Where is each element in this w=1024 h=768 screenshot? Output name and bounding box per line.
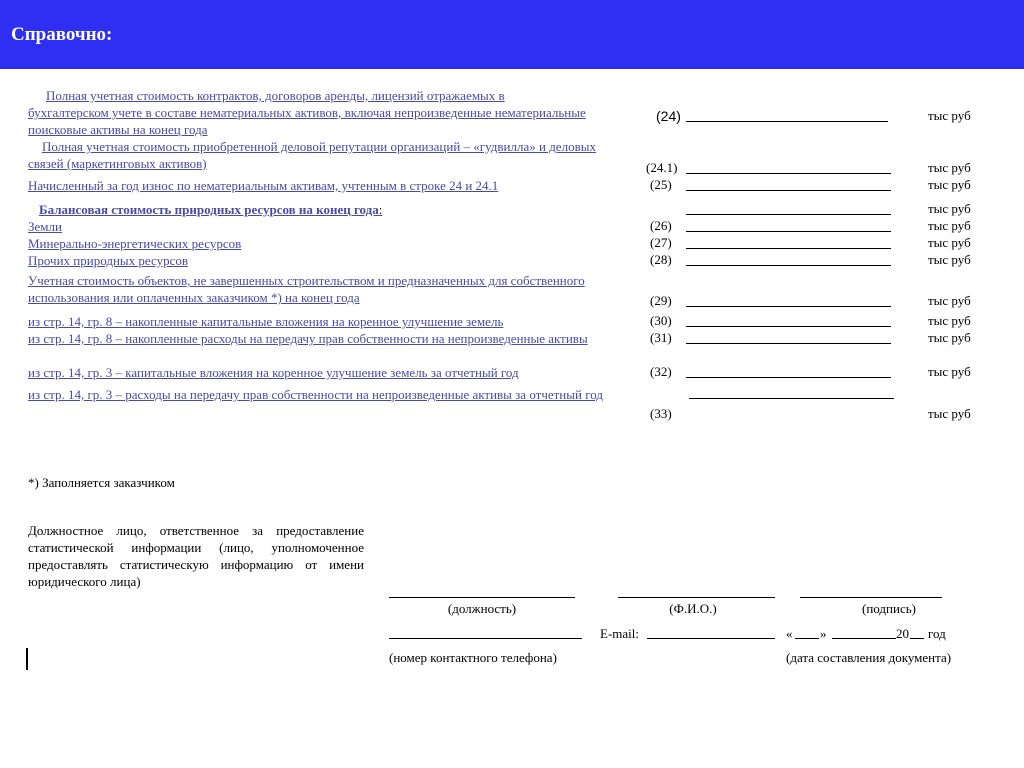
row-33-value-line[interactable] — [689, 398, 894, 399]
row-32-unit: тыс руб — [928, 364, 971, 379]
text-cursor — [26, 648, 28, 670]
row-31-code: (31) — [650, 330, 672, 345]
date-day-field[interactable] — [795, 638, 819, 639]
row-24-1-label[interactable]: Полная учетная стоимость приобретенной деловой репутации организаций – «гудвилла» и деловых связей (маркетинговых активов) — [28, 139, 596, 171]
signature-caption: (подпись) — [862, 601, 916, 616]
page-title: Справочно: — [11, 24, 113, 45]
name-caption: (Ф.И.О.) — [669, 601, 717, 616]
row-28-label[interactable]: Прочих природных ресурсов — [28, 253, 188, 268]
row-33-code: (33) — [650, 406, 672, 421]
row-29-label[interactable]: Учетная стоимость объектов, не завершенных строительством и предназначенных для собственного использования или оплаченных заказчиком *) на конец года — [28, 273, 585, 305]
email-label: E-mail: — [600, 626, 639, 641]
date-year-suffix: год — [928, 626, 946, 641]
natural-resources-heading[interactable] — [39, 201, 382, 218]
header-bar — [0, 0, 1024, 69]
row-24-unit: тыс руб — [928, 108, 971, 123]
row-27-code: (27) — [650, 235, 672, 250]
row-27-label[interactable]: Минерально-энергетических ресурсов — [28, 236, 242, 251]
row-30-unit: тыс руб — [928, 313, 971, 328]
row-26-label[interactable]: Земли — [28, 219, 62, 234]
row-25-code: (25) — [650, 177, 672, 192]
row-28-value-line[interactable] — [686, 265, 891, 266]
row-28-unit: тыс руб — [928, 252, 971, 267]
row-33-unit: тыс руб — [928, 406, 971, 421]
name-line[interactable] — [618, 597, 775, 598]
row-30-code: (30) — [650, 313, 672, 328]
row-24-label[interactable]: Полная учетная стоимость контрактов, договоров аренды, лицензий отражаемых в бухгалтерском учете в составе нематериальных активов, включая непроизведенные нематериальные поисковые активы на конец года — [28, 88, 586, 137]
footnote: *) Заполняется заказчиком — [28, 475, 175, 490]
row-30-value-line[interactable] — [686, 326, 891, 327]
date-caption: (дата составления документа) — [786, 650, 952, 665]
row-26-unit: тыс руб — [928, 218, 971, 233]
row-32-label[interactable]: из стр. 14, гр. 3 – капитальные вложения на коренное улучшение земель за отчетный год — [28, 365, 519, 380]
row-29-value-line[interactable] — [686, 306, 891, 307]
row-31-value-line[interactable] — [686, 343, 891, 344]
position-caption: (должность) — [447, 601, 517, 616]
row-31-unit: тыс руб — [928, 330, 971, 345]
natural-resources-value-line[interactable] — [686, 214, 891, 215]
row-27-unit: тыс руб — [928, 235, 971, 250]
email-field[interactable] — [647, 638, 775, 639]
row-32-code: (32) — [650, 364, 672, 379]
row-27-value-line[interactable] — [686, 248, 891, 249]
row-24-value-line[interactable] — [686, 121, 888, 122]
position-line[interactable] — [389, 597, 575, 598]
natural-resources-heading-text: Балансовая стоимость природных ресурсов на конец года — [39, 202, 379, 217]
row-26-value-line[interactable] — [686, 231, 891, 232]
row-26-code: (26) — [650, 218, 672, 233]
row-25-value-line[interactable] — [686, 190, 891, 191]
row-24-code: (24) — [656, 108, 681, 124]
row-24-1-code: (24.1) — [646, 160, 678, 175]
date-month-field[interactable] — [832, 638, 896, 639]
date-open-quote: « — [786, 626, 793, 641]
row-29-unit: тыс руб — [928, 293, 971, 308]
row-25-unit: тыс руб — [928, 177, 971, 192]
row-31-label[interactable]: из стр. 14, гр. 8 – накопленные расходы на передачу прав собственности на непроизведенные активы — [28, 331, 588, 346]
signature-line[interactable] — [800, 597, 942, 598]
natural-resources-unit: тыс руб — [928, 201, 971, 216]
natural-resources-heading-colon: : — [378, 202, 383, 217]
row-28-code: (28) — [650, 252, 672, 267]
date-year-prefix: 20 — [896, 626, 909, 641]
row-24-1-unit: тыс руб — [928, 160, 971, 175]
row-29-code: (29) — [650, 293, 672, 308]
date-year-field[interactable] — [910, 638, 924, 639]
phone-line[interactable] — [389, 638, 582, 639]
row-33-label[interactable]: из стр. 14, гр. 3 – расходы на передачу прав собственности на непроизведенные активы за отчетный год — [28, 387, 603, 402]
row-32-value-line[interactable] — [686, 377, 891, 378]
row-25-label[interactable]: Начисленный за год износ по нематериальным активам, учтенным в строке 24 и 24.1 — [28, 178, 499, 193]
phone-caption: (номер контактного телефона) — [389, 650, 557, 665]
responsible-person-text: Должностное лицо, ответственное за предоставление статистической информации (лицо, уполномоченное предоставлять статистическую информацию от имени юридического лица) — [28, 523, 364, 589]
date-close-quote: » — [820, 626, 827, 641]
row-30-label[interactable]: из стр. 14, гр. 8 – накопленные капитальные вложения на коренное улучшение земель — [28, 314, 504, 329]
row-24-1-value-line[interactable] — [686, 173, 891, 174]
